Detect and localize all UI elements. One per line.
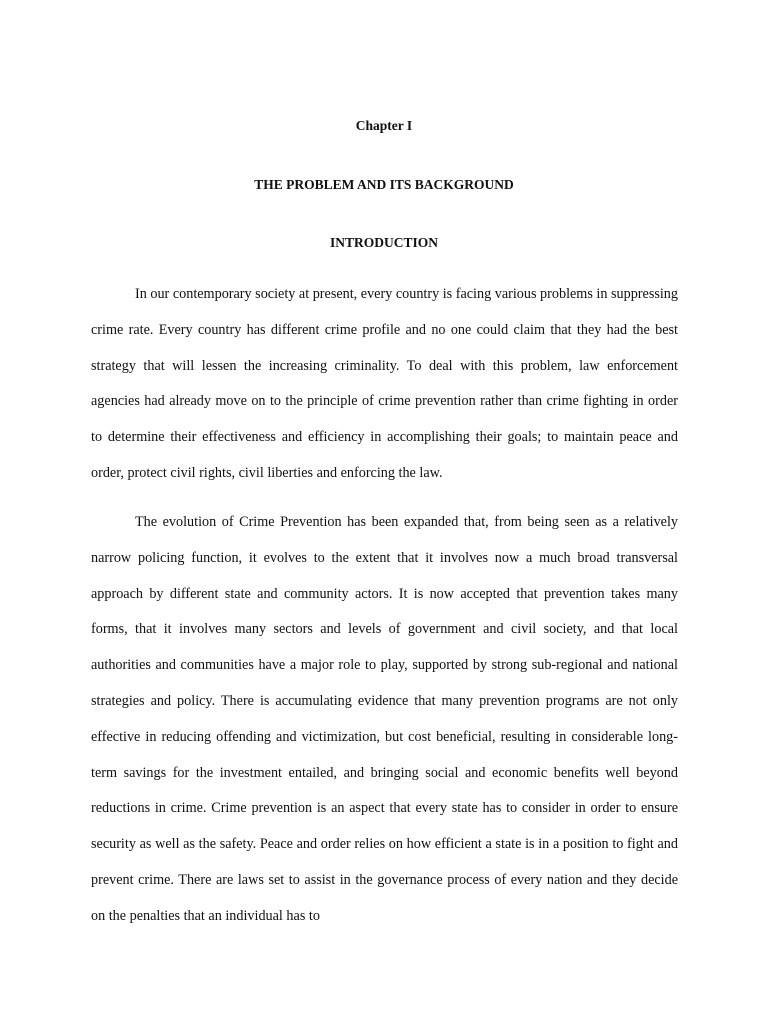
chapter-title: THE PROBLEM AND ITS BACKGROUND bbox=[254, 177, 514, 192]
paragraph-1: In our contemporary society at present, every country is facing various problems in suppressing crime rate. Every country has different crime profile and no one could claim that they had the best strategy that will lessen the increasing criminality. To deal with this problem, law enforcement agencies had already move on to the principle of crime prevention rather than crime fighting in order to determine their effectiveness and efficiency in accomplishing their goals; to maintain peace and order, protect civil rights, civil liberties and enforcing the law. bbox=[91, 286, 678, 481]
section-title: INTRODUCTION bbox=[329, 235, 438, 250]
chapter-label: Chapter I bbox=[355, 118, 413, 133]
paragraph-2: The evolution of Crime Prevention has been expanded that, from being seen as a relatively narrow policing function, it evolves to the extent that it involves now a much broad transversal approach by different state and community actors. It is now accepted that prevention takes many forms, that it involves many sectors and levels of government and civil society, and that local authorities and communities have a major role to play, supported by strong sub-regional and national strategies and policy. There is accumulating evidence that many prevention programs are not only effective in reducing offending and victimization, but cost beneficial, resulting in considerable long-term savings for the investment entailed, and bringing social and economic benefits well beyond reductions in crime. Crime prevention is an aspect that every state has to consider in order to ensure security as well as the safety. Peace and order relies on how efficient a state is in a position to fight and prevent crime. There are laws set to assist in the governance process of every nation and they decide on the penalties that an individual has to bbox=[91, 514, 678, 924]
